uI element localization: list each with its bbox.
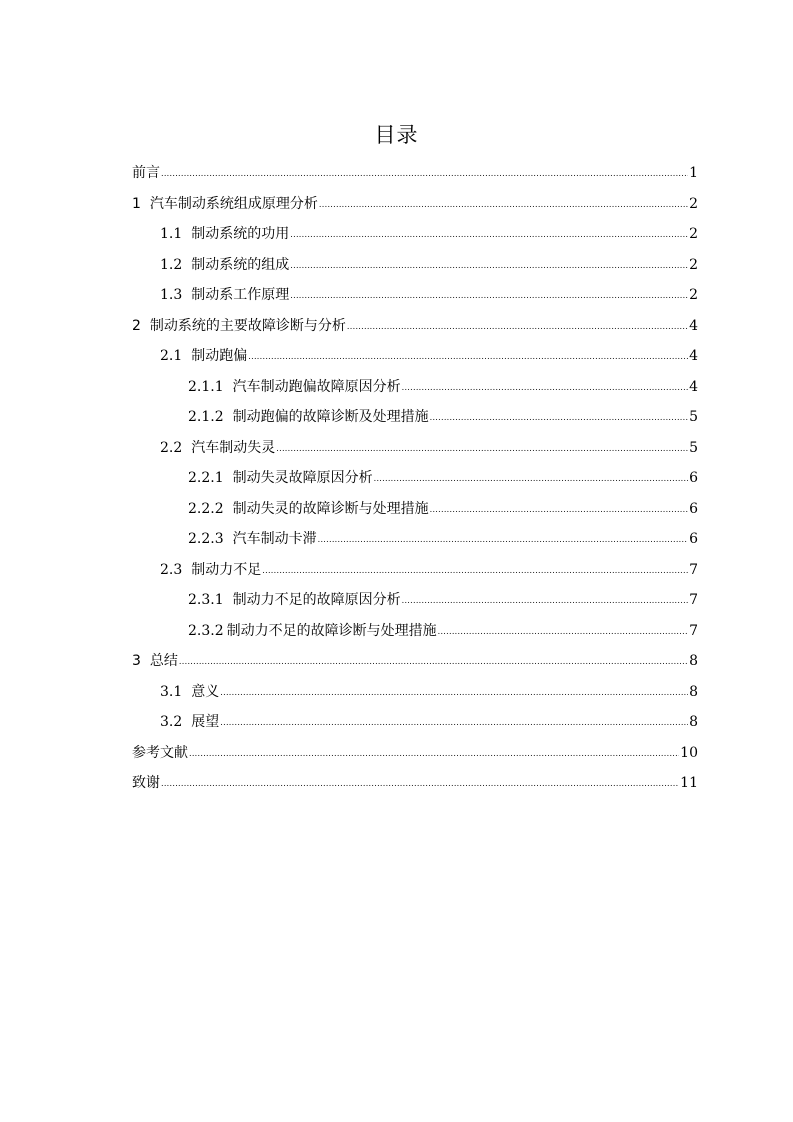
toc-dot-leader xyxy=(402,373,688,403)
toc-entry[interactable] xyxy=(132,250,698,281)
toc-entry[interactable] xyxy=(132,463,698,494)
toc-entry-number: 1.3 xyxy=(160,287,183,303)
toc-entry-text: 制动系工作原理 xyxy=(191,287,290,303)
toc-entry-page-number: 7 xyxy=(689,622,698,639)
toc-entry-text: 制动跑偏 xyxy=(191,348,248,364)
toc-dot-leader xyxy=(347,312,688,342)
toc-entry-text: 制动力不足 xyxy=(191,561,262,578)
toc-entry[interactable] xyxy=(132,707,698,738)
toc-entry-text: 展望 xyxy=(191,714,220,730)
toc-entry-text: 总结 xyxy=(149,653,178,669)
toc-dot-leader xyxy=(179,647,688,677)
toc-entry-number: 2.2.2 xyxy=(188,500,224,517)
toc-dot-leader xyxy=(189,739,679,769)
toc-entry-number: 2 xyxy=(132,317,141,334)
toc-entry[interactable] xyxy=(132,677,698,708)
toc-entry-page-number: 8 xyxy=(689,683,698,700)
toc-entry-number: 1 xyxy=(132,195,141,212)
toc-entry[interactable] xyxy=(132,494,698,525)
toc-entry-page-number: 2 xyxy=(689,195,698,212)
toc-entry[interactable] xyxy=(132,280,698,311)
toc-dot-leader xyxy=(161,769,679,799)
toc-entry-page-number: 10 xyxy=(680,744,698,761)
toc-entry-text: 制动跑偏的故障诊断及处理措施 xyxy=(232,409,429,425)
toc-entry-text: 汽车制动卡滞 xyxy=(232,531,317,547)
toc-entry-page-number: 4 xyxy=(689,378,698,395)
toc-entry-number: 2.2.3 xyxy=(188,531,224,547)
toc-dot-leader xyxy=(290,220,688,250)
toc-dot-leader xyxy=(220,708,688,738)
toc-entry-page-number: 6 xyxy=(689,470,698,486)
toc-entry-page-number: 8 xyxy=(689,653,698,669)
toc-entry[interactable] xyxy=(132,646,698,677)
toc-entry-page-number: 5 xyxy=(689,439,698,456)
toc-list xyxy=(132,158,698,799)
toc-entry-text: 制动力不足的故障原因分析 xyxy=(232,592,401,608)
toc-dot-leader xyxy=(318,525,688,555)
toc-entry[interactable] xyxy=(132,158,698,189)
toc-entry-page-number: 4 xyxy=(689,317,698,334)
toc-entry-page-number: 2 xyxy=(689,226,698,242)
toc-entry-text: 制动系统的主要故障诊断与分析 xyxy=(149,317,346,334)
toc-dot-leader xyxy=(290,251,688,281)
toc-entry-text: 制动系统的功用 xyxy=(191,226,290,242)
toc-dot-leader xyxy=(430,495,688,525)
toc-entry-text: 汽车制动系统组成原理分析 xyxy=(149,195,318,212)
toc-entry[interactable] xyxy=(132,585,698,616)
toc-dot-leader xyxy=(220,678,688,708)
toc-entry-text: 制动失灵故障原因分析 xyxy=(232,470,373,486)
toc-entry-page-number: 4 xyxy=(689,348,698,364)
toc-entry-page-number: 1 xyxy=(689,165,698,181)
toc-entry-number: 3.1 xyxy=(160,683,183,700)
toc-entry-page-number: 5 xyxy=(689,409,698,425)
toc-dot-leader xyxy=(438,617,688,647)
toc-entry-page-number: 11 xyxy=(680,775,698,791)
toc-entry-number: 2.3.1 xyxy=(188,592,224,608)
toc-entry-text: 前言 xyxy=(132,165,160,181)
toc-entry[interactable] xyxy=(132,738,698,769)
toc-entry[interactable] xyxy=(132,219,698,250)
toc-entry-page-number: 7 xyxy=(689,592,698,608)
toc-entry[interactable] xyxy=(132,433,698,464)
toc-entry[interactable] xyxy=(132,341,698,372)
toc-title: 目录 xyxy=(374,123,419,147)
toc-entry-page-number: 6 xyxy=(689,500,698,517)
toc-dot-leader xyxy=(374,464,688,494)
toc-dot-leader xyxy=(402,586,688,616)
toc-dot-leader xyxy=(248,342,688,372)
toc-entry[interactable] xyxy=(132,311,698,342)
toc-entry-text: 参考文献 xyxy=(132,744,188,761)
toc-entry[interactable] xyxy=(132,524,698,555)
toc-entry-text: 汽车制动失灵 xyxy=(191,439,276,456)
toc-entry-text: 致谢 xyxy=(132,775,160,791)
toc-entry-text: 制动系统的组成 xyxy=(191,256,290,273)
toc-entry[interactable] xyxy=(132,189,698,220)
toc-entry-page-number: 8 xyxy=(689,714,698,730)
toc-dot-leader xyxy=(161,159,688,189)
toc-entry-page-number: 2 xyxy=(689,256,698,273)
toc-entry[interactable] xyxy=(132,372,698,403)
toc-entry-text: 汽车制动跑偏故障原因分析 xyxy=(232,378,401,395)
toc-entry-number: 2.3 xyxy=(160,561,183,578)
toc-entry[interactable] xyxy=(132,402,698,433)
toc-entry-number: 2.1.1 xyxy=(188,378,224,395)
toc-entry-number: 2.2 xyxy=(160,439,183,456)
toc-entry-page-number: 6 xyxy=(689,531,698,547)
toc-entry[interactable] xyxy=(132,768,698,799)
toc-dot-leader xyxy=(290,281,688,311)
toc-entry-page-number: 7 xyxy=(689,561,698,578)
toc-entry-number: 2.1 xyxy=(160,348,183,364)
toc-entry-number: 3 xyxy=(132,653,141,669)
toc-entry[interactable] xyxy=(132,555,698,586)
toc-entry-text: 制动力不足的故障诊断与处理措施 xyxy=(226,622,437,639)
toc-entry-number: 2.1.2 xyxy=(188,409,224,425)
toc-dot-leader xyxy=(319,190,688,220)
toc-dot-leader xyxy=(276,434,688,464)
toc-entry-text: 意义 xyxy=(191,683,220,700)
toc-entry-page-number: 2 xyxy=(689,287,698,303)
toc-entry-number: 1.1 xyxy=(160,226,183,242)
toc-entry-number: 2.2.1 xyxy=(188,470,224,486)
toc-entry-number: 3.2 xyxy=(160,714,183,730)
toc-entry[interactable] xyxy=(132,616,698,647)
toc-dot-leader xyxy=(262,556,688,586)
toc-entry-text: 制动失灵的故障诊断与处理措施 xyxy=(232,500,429,517)
toc-entry-number: 2.3.2 xyxy=(188,622,224,639)
toc-dot-leader xyxy=(430,403,688,433)
toc-entry-number: 1.2 xyxy=(160,256,183,273)
